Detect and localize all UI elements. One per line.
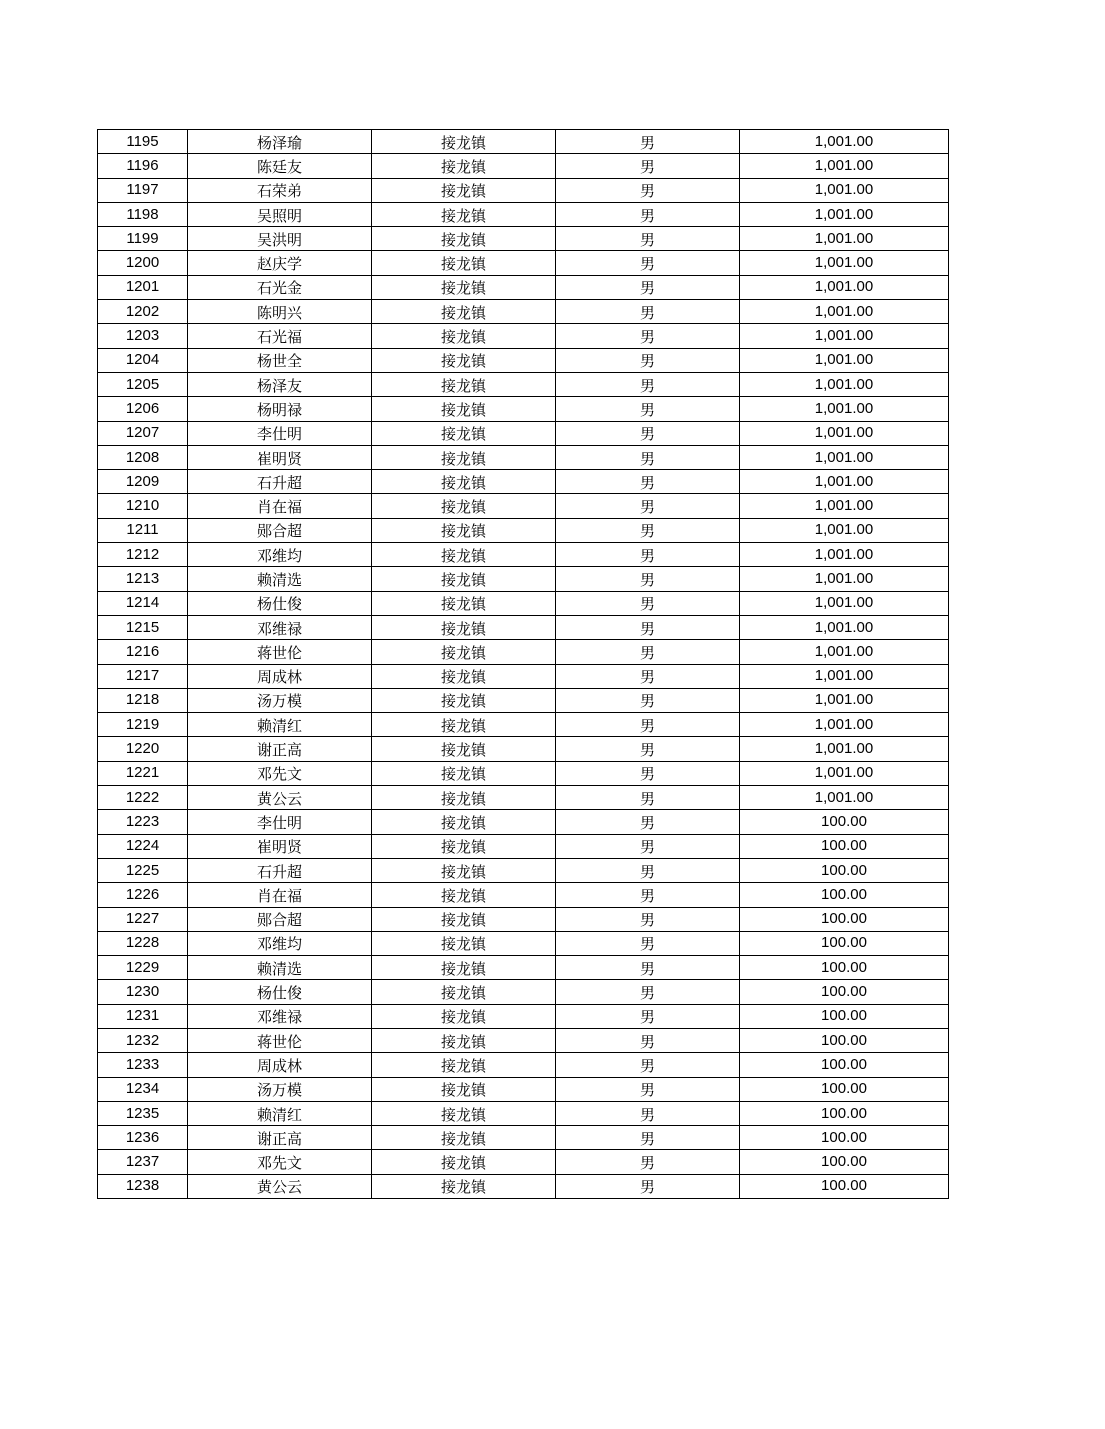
- cell-gender: 男: [556, 227, 740, 251]
- cell-amount: 100.00: [740, 1028, 949, 1052]
- table-row: [98, 1174, 949, 1198]
- cell-amount: 1,001.00: [740, 615, 949, 639]
- cell-name: 谢正高: [188, 1126, 372, 1150]
- cell-name: 赖清选: [188, 567, 372, 591]
- cell-gender: 男: [556, 202, 740, 226]
- cell-town: 接龙镇: [372, 445, 556, 469]
- cell-amount: 1,001.00: [740, 275, 949, 299]
- cell-gender: 男: [556, 348, 740, 372]
- cell-id: 1230: [98, 980, 188, 1004]
- cell-amount: 1,001.00: [740, 786, 949, 810]
- cell-id: 1228: [98, 931, 188, 955]
- cell-amount: 100.00: [740, 1126, 949, 1150]
- cell-name: 蒋世伦: [188, 640, 372, 664]
- cell-id: 1217: [98, 664, 188, 688]
- cell-amount: 1,001.00: [740, 640, 949, 664]
- table-row: [98, 470, 949, 494]
- table-row: [98, 980, 949, 1004]
- cell-gender: 男: [556, 251, 740, 275]
- cell-amount: 1,001.00: [740, 445, 949, 469]
- cell-id: 1236: [98, 1126, 188, 1150]
- cell-town: 接龙镇: [372, 518, 556, 542]
- cell-name: 邓先文: [188, 1150, 372, 1174]
- table-row: [98, 227, 949, 251]
- cell-town: 接龙镇: [372, 931, 556, 955]
- table-row: [98, 154, 949, 178]
- cell-town: 接龙镇: [372, 421, 556, 445]
- cell-town: 接龙镇: [372, 227, 556, 251]
- cell-id: 1195: [98, 130, 188, 154]
- cell-town: 接龙镇: [372, 372, 556, 396]
- cell-name: 邓维禄: [188, 1004, 372, 1028]
- cell-gender: 男: [556, 494, 740, 518]
- cell-town: 接龙镇: [372, 810, 556, 834]
- cell-gender: 男: [556, 543, 740, 567]
- cell-town: 接龙镇: [372, 1004, 556, 1028]
- cell-gender: 男: [556, 615, 740, 639]
- cell-id: 1218: [98, 688, 188, 712]
- cell-town: 接龙镇: [372, 567, 556, 591]
- table-row: [98, 786, 949, 810]
- cell-gender: 男: [556, 178, 740, 202]
- cell-gender: 男: [556, 858, 740, 882]
- cell-town: 接龙镇: [372, 543, 556, 567]
- cell-gender: 男: [556, 130, 740, 154]
- cell-gender: 男: [556, 907, 740, 931]
- cell-town: 接龙镇: [372, 883, 556, 907]
- cell-id: 1212: [98, 543, 188, 567]
- cell-gender: 男: [556, 154, 740, 178]
- cell-town: 接龙镇: [372, 397, 556, 421]
- table-row: [98, 761, 949, 785]
- cell-id: 1208: [98, 445, 188, 469]
- cell-name: 崔明贤: [188, 834, 372, 858]
- cell-town: 接龙镇: [372, 1174, 556, 1198]
- cell-name: 吴照明: [188, 202, 372, 226]
- cell-gender: 男: [556, 567, 740, 591]
- cell-name: 邓先文: [188, 761, 372, 785]
- cell-id: 1220: [98, 737, 188, 761]
- table-row: [98, 737, 949, 761]
- cell-gender: 男: [556, 761, 740, 785]
- cell-id: 1214: [98, 591, 188, 615]
- cell-gender: 男: [556, 324, 740, 348]
- table-row: [98, 178, 949, 202]
- cell-town: 接龙镇: [372, 1077, 556, 1101]
- cell-amount: 100.00: [740, 1174, 949, 1198]
- cell-id: 1216: [98, 640, 188, 664]
- cell-amount: 1,001.00: [740, 300, 949, 324]
- cell-name: 郧合超: [188, 518, 372, 542]
- cell-gender: 男: [556, 980, 740, 1004]
- cell-name: 周成林: [188, 1053, 372, 1077]
- cell-amount: 1,001.00: [740, 421, 949, 445]
- cell-town: 接龙镇: [372, 688, 556, 712]
- cell-gender: 男: [556, 1077, 740, 1101]
- cell-id: 1227: [98, 907, 188, 931]
- cell-amount: 1,001.00: [740, 251, 949, 275]
- cell-gender: 男: [556, 1150, 740, 1174]
- cell-gender: 男: [556, 883, 740, 907]
- cell-name: 陈明兴: [188, 300, 372, 324]
- cell-gender: 男: [556, 786, 740, 810]
- cell-amount: 100.00: [740, 883, 949, 907]
- cell-id: 1226: [98, 883, 188, 907]
- cell-id: 1231: [98, 1004, 188, 1028]
- cell-amount: 1,001.00: [740, 737, 949, 761]
- cell-name: 陈廷友: [188, 154, 372, 178]
- cell-id: 1223: [98, 810, 188, 834]
- cell-amount: 1,001.00: [740, 567, 949, 591]
- cell-town: 接龙镇: [372, 980, 556, 1004]
- cell-town: 接龙镇: [372, 1053, 556, 1077]
- cell-gender: 男: [556, 810, 740, 834]
- cell-id: 1238: [98, 1174, 188, 1198]
- cell-town: 接龙镇: [372, 130, 556, 154]
- cell-gender: 男: [556, 397, 740, 421]
- cell-name: 肖在福: [188, 494, 372, 518]
- cell-gender: 男: [556, 931, 740, 955]
- cell-amount: 100.00: [740, 810, 949, 834]
- cell-id: 1233: [98, 1053, 188, 1077]
- cell-name: 邓维均: [188, 543, 372, 567]
- cell-name: 石光福: [188, 324, 372, 348]
- cell-name: 杨泽友: [188, 372, 372, 396]
- table-row: [98, 1053, 949, 1077]
- cell-id: 1225: [98, 858, 188, 882]
- table-row: [98, 591, 949, 615]
- cell-town: 接龙镇: [372, 1028, 556, 1052]
- cell-id: 1204: [98, 348, 188, 372]
- cell-town: 接龙镇: [372, 202, 556, 226]
- table-row: [98, 810, 949, 834]
- cell-id: 1199: [98, 227, 188, 251]
- cell-town: 接龙镇: [372, 251, 556, 275]
- cell-name: 黄公云: [188, 786, 372, 810]
- cell-amount: 1,001.00: [740, 130, 949, 154]
- cell-amount: 1,001.00: [740, 470, 949, 494]
- table-row: [98, 275, 949, 299]
- cell-id: 1196: [98, 154, 188, 178]
- cell-name: 赵庆学: [188, 251, 372, 275]
- cell-id: 1229: [98, 956, 188, 980]
- cell-amount: 1,001.00: [740, 178, 949, 202]
- cell-id: 1235: [98, 1101, 188, 1125]
- table-row: [98, 1126, 949, 1150]
- cell-name: 石升超: [188, 858, 372, 882]
- table-row: [98, 834, 949, 858]
- cell-amount: 1,001.00: [740, 372, 949, 396]
- cell-amount: 1,001.00: [740, 713, 949, 737]
- table-row: [98, 397, 949, 421]
- cell-name: 李仕明: [188, 421, 372, 445]
- cell-name: 邓维禄: [188, 615, 372, 639]
- cell-name: 周成林: [188, 664, 372, 688]
- cell-name: 蒋世伦: [188, 1028, 372, 1052]
- cell-amount: 100.00: [740, 1053, 949, 1077]
- cell-town: 接龙镇: [372, 348, 556, 372]
- cell-amount: 1,001.00: [740, 154, 949, 178]
- cell-town: 接龙镇: [372, 713, 556, 737]
- cell-name: 郧合超: [188, 907, 372, 931]
- cell-id: 1211: [98, 518, 188, 542]
- cell-town: 接龙镇: [372, 737, 556, 761]
- table-row: [98, 713, 949, 737]
- cell-town: 接龙镇: [372, 178, 556, 202]
- cell-gender: 男: [556, 834, 740, 858]
- cell-amount: 100.00: [740, 931, 949, 955]
- table-row: [98, 567, 949, 591]
- cell-town: 接龙镇: [372, 615, 556, 639]
- cell-name: 石升超: [188, 470, 372, 494]
- cell-name: 汤万模: [188, 1077, 372, 1101]
- cell-amount: 1,001.00: [740, 202, 949, 226]
- cell-town: 接龙镇: [372, 1101, 556, 1125]
- table-row: [98, 324, 949, 348]
- table-row: [98, 300, 949, 324]
- table-row: [98, 1101, 949, 1125]
- cell-gender: 男: [556, 518, 740, 542]
- cell-gender: 男: [556, 956, 740, 980]
- cell-id: 1237: [98, 1150, 188, 1174]
- cell-amount: 1,001.00: [740, 324, 949, 348]
- cell-name: 崔明贤: [188, 445, 372, 469]
- cell-id: 1200: [98, 251, 188, 275]
- cell-town: 接龙镇: [372, 834, 556, 858]
- cell-town: 接龙镇: [372, 470, 556, 494]
- table-row: [98, 543, 949, 567]
- table-row: [98, 640, 949, 664]
- cell-amount: 1,001.00: [740, 543, 949, 567]
- cell-name: 杨世全: [188, 348, 372, 372]
- cell-town: 接龙镇: [372, 664, 556, 688]
- cell-amount: 1,001.00: [740, 397, 949, 421]
- cell-id: 1224: [98, 834, 188, 858]
- cell-name: 李仕明: [188, 810, 372, 834]
- cell-town: 接龙镇: [372, 275, 556, 299]
- table-row: [98, 1150, 949, 1174]
- table-row: [98, 251, 949, 275]
- table-row: [98, 445, 949, 469]
- cell-amount: 1,001.00: [740, 761, 949, 785]
- cell-amount: 100.00: [740, 1077, 949, 1101]
- cell-town: 接龙镇: [372, 300, 556, 324]
- cell-amount: 1,001.00: [740, 348, 949, 372]
- cell-gender: 男: [556, 421, 740, 445]
- cell-amount: 1,001.00: [740, 227, 949, 251]
- cell-name: 杨仕俊: [188, 980, 372, 1004]
- cell-amount: 100.00: [740, 956, 949, 980]
- cell-name: 石荣弟: [188, 178, 372, 202]
- cell-amount: 1,001.00: [740, 664, 949, 688]
- cell-name: 赖清红: [188, 713, 372, 737]
- cell-id: 1197: [98, 178, 188, 202]
- cell-name: 邓维均: [188, 931, 372, 955]
- cell-gender: 男: [556, 1028, 740, 1052]
- cell-gender: 男: [556, 664, 740, 688]
- table-row: [98, 372, 949, 396]
- cell-name: 杨仕俊: [188, 591, 372, 615]
- cell-amount: 100.00: [740, 858, 949, 882]
- cell-gender: 男: [556, 372, 740, 396]
- cell-gender: 男: [556, 737, 740, 761]
- cell-id: 1222: [98, 786, 188, 810]
- table-row: [98, 1004, 949, 1028]
- table-row: [98, 494, 949, 518]
- table-row: [98, 421, 949, 445]
- cell-amount: 100.00: [740, 980, 949, 1004]
- cell-name: 赖清选: [188, 956, 372, 980]
- cell-id: 1201: [98, 275, 188, 299]
- table-row: [98, 664, 949, 688]
- cell-gender: 男: [556, 1004, 740, 1028]
- cell-name: 赖清红: [188, 1101, 372, 1125]
- cell-name: 汤万模: [188, 688, 372, 712]
- cell-gender: 男: [556, 1126, 740, 1150]
- cell-town: 接龙镇: [372, 1126, 556, 1150]
- cell-amount: 1,001.00: [740, 494, 949, 518]
- data-table: [97, 129, 949, 1199]
- cell-id: 1198: [98, 202, 188, 226]
- cell-town: 接龙镇: [372, 858, 556, 882]
- cell-id: 1232: [98, 1028, 188, 1052]
- cell-id: 1210: [98, 494, 188, 518]
- cell-gender: 男: [556, 640, 740, 664]
- cell-town: 接龙镇: [372, 640, 556, 664]
- cell-id: 1234: [98, 1077, 188, 1101]
- table-row: [98, 1077, 949, 1101]
- cell-amount: 1,001.00: [740, 688, 949, 712]
- cell-town: 接龙镇: [372, 907, 556, 931]
- cell-amount: 1,001.00: [740, 518, 949, 542]
- table-row: [98, 202, 949, 226]
- cell-town: 接龙镇: [372, 956, 556, 980]
- table-row: [98, 858, 949, 882]
- cell-gender: 男: [556, 591, 740, 615]
- cell-id: 1206: [98, 397, 188, 421]
- cell-gender: 男: [556, 1174, 740, 1198]
- cell-id: 1221: [98, 761, 188, 785]
- cell-id: 1202: [98, 300, 188, 324]
- cell-amount: 1,001.00: [740, 591, 949, 615]
- cell-amount: 100.00: [740, 1101, 949, 1125]
- cell-gender: 男: [556, 713, 740, 737]
- table-row: [98, 130, 949, 154]
- cell-name: 谢正高: [188, 737, 372, 761]
- cell-gender: 男: [556, 1101, 740, 1125]
- cell-gender: 男: [556, 688, 740, 712]
- cell-gender: 男: [556, 275, 740, 299]
- table-row: [98, 688, 949, 712]
- cell-id: 1205: [98, 372, 188, 396]
- table-row: [98, 907, 949, 931]
- cell-amount: 100.00: [740, 907, 949, 931]
- cell-name: 黄公云: [188, 1174, 372, 1198]
- cell-town: 接龙镇: [372, 591, 556, 615]
- cell-town: 接龙镇: [372, 1150, 556, 1174]
- cell-town: 接龙镇: [372, 494, 556, 518]
- table-body: [98, 130, 949, 1199]
- cell-id: 1215: [98, 615, 188, 639]
- cell-gender: 男: [556, 1053, 740, 1077]
- cell-gender: 男: [556, 470, 740, 494]
- cell-gender: 男: [556, 300, 740, 324]
- cell-town: 接龙镇: [372, 324, 556, 348]
- cell-name: 吴洪明: [188, 227, 372, 251]
- table-row: [98, 956, 949, 980]
- cell-gender: 男: [556, 445, 740, 469]
- cell-amount: 100.00: [740, 1150, 949, 1174]
- table-row: [98, 348, 949, 372]
- cell-amount: 100.00: [740, 834, 949, 858]
- cell-amount: 100.00: [740, 1004, 949, 1028]
- cell-id: 1203: [98, 324, 188, 348]
- table-row: [98, 931, 949, 955]
- cell-town: 接龙镇: [372, 761, 556, 785]
- cell-id: 1219: [98, 713, 188, 737]
- cell-town: 接龙镇: [372, 786, 556, 810]
- cell-name: 石光金: [188, 275, 372, 299]
- cell-id: 1207: [98, 421, 188, 445]
- cell-name: 肖在福: [188, 883, 372, 907]
- cell-town: 接龙镇: [372, 154, 556, 178]
- table-row: [98, 1028, 949, 1052]
- cell-id: 1213: [98, 567, 188, 591]
- table-row: [98, 518, 949, 542]
- table-row: [98, 615, 949, 639]
- cell-name: 杨明禄: [188, 397, 372, 421]
- cell-id: 1209: [98, 470, 188, 494]
- table-row: [98, 883, 949, 907]
- cell-name: 杨泽瑜: [188, 130, 372, 154]
